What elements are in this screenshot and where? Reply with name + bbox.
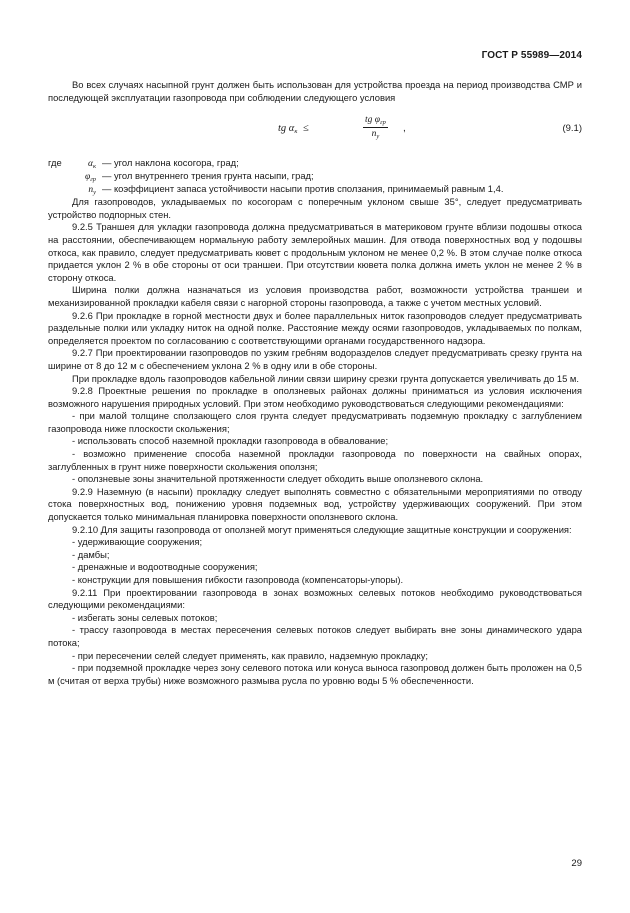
formula-den: n (371, 129, 377, 140)
list-item: - использовать способ наземной прокладки газопровода в обвалование; (72, 435, 389, 447)
formula-left-side (278, 123, 309, 136)
formula-fraction (363, 114, 388, 141)
clause-9-2-10: 9.2.10 Для защиты газопровода от оползней могут применяться следующие защитные конструкции и сооружения: (72, 523, 572, 535)
formula-relation: ≤ (302, 123, 309, 135)
body-paragraph: Для газопроводов, укладываемых по косогорам с поперечным уклоном свыше 35°, следует предусматривать устройство подпорных стен. (48, 196, 582, 220)
where-symbol (68, 184, 102, 197)
where-row (48, 183, 582, 196)
intro-paragraph: Во всех случаях насыпной грунт должен быть использован для устройства проезда на период производства СМР и последующей эксплуатации газопровода при соблюдении следующего условия (48, 79, 582, 103)
formula-den-sub: у (376, 133, 380, 141)
clause-9-2-7: 9.2.7 При проектировании газопроводов по узким гребням водоразделов следует предусматривать срезку грунта на ширине от 8 до 12 м с обеспечением уклона 2 % в одну или в обе стороны. (48, 347, 582, 371)
list-item: - конструкции для повышения гибкости газопровода (компенсаторы-упоры). (72, 574, 404, 585)
list-item: - трассу газопровода в местах пересечения селевых потоков следует выбирать вне зоны динамического удара потока; (48, 624, 582, 648)
list-item: - оползневые зоны значительной протяженности следует обходить выше оползневого склона. (72, 473, 484, 485)
where-row (48, 170, 582, 183)
where-symbol-sub: к (92, 163, 96, 171)
page-content (48, 79, 582, 687)
formula-numerator (363, 114, 388, 128)
list-item: - дамбы; (72, 548, 110, 560)
where-symbol (68, 171, 102, 184)
where-description: — угол внутреннего трения грунта насыпи, град; (102, 170, 314, 182)
list-item: - при подземной прокладке через зону селевого потока или конуса выноса газопровод должен быть проложен на 0,5 м (считая от верха трубы) ниже возможного размыва русла по уровню воды 5 % обеспеченности. (48, 662, 582, 686)
where-symbol-main: φ (84, 172, 91, 183)
formula-comma: , (403, 123, 406, 135)
clause-9-2-11: 9.2.11 При проектировании газопровода в зонах возможных селевых потоков необходимо руководствоваться следующими рекомендациями: (48, 586, 582, 611)
formula-number: (9.1) (562, 123, 582, 135)
formula-num-sub: гр (380, 119, 386, 127)
where-lead: где (48, 157, 62, 169)
where-description: — коэффициент запаса устойчивости насыпи против сползания, принимаемый равным 1,4. (102, 183, 504, 195)
list-item: - дренажные и водоотводные сооружения; (72, 561, 258, 573)
standard-header: ГОСТ Р 55989—2014 (481, 50, 582, 61)
clause-9-2-8: 9.2.8 Проектные решения по прокладке в оползневых районах должны приниматься из условия исключения возможного нарушения природных условий. При этом необходимо руководствоваться следующими рекомендациями: (48, 385, 582, 409)
clause-9-2-6: 9.2.6 При прокладке в горной местности двух и более параллельных ниток газопроводов следует предусматривать раздельные полки или укладку ниток на одной полке. Расстояние между осями газопроводов, укладываемых по полкам, определяется проектом по согласованию с соответствующими органами государственного надзора. (48, 309, 582, 346)
formula-left-fn: tg α (278, 123, 295, 135)
formula-denominator (363, 128, 388, 141)
list-item: - при малой толщине сползающего слоя грунта следует предусматривать подземную прокладку с заглублением газопровода ниже плоскости скольжения; (48, 410, 582, 434)
list-item: - удерживающие сооружения; (72, 536, 203, 548)
list-item: - при пересечении селей следует применять, как правило, надземную прокладку; (72, 649, 429, 661)
where-symbol-main: n (88, 185, 94, 196)
list-item: - избегать зоны селевых потоков; (72, 611, 218, 623)
where-symbol-sub: гр (90, 176, 96, 184)
clause-9-2-9: 9.2.9 Наземную (в насыпи) прокладку следует выполнять совместно с обязательными мероприятиями по отводу стока поверхностных вод, понижению уровня подземных вод, устройству удерживающих сооружений. При этом допускается только минимальная планировка поверхности оползневого склона. (48, 485, 582, 523)
formula-9-1 (48, 114, 582, 150)
body-paragraph: Ширина полки должна назначаться из условия производства работ, возможности устройства траншеи и механизированной прокладки кабеля связи с нагорной стороны газопровода, а также с учетом местных условий. (48, 284, 582, 308)
list-item: - возможно применение способа наземной прокладки газопровода по поверхности на свайных опорах, заглубленных в грунт ниже поверхности скольжения оползня; (48, 448, 582, 472)
clause-9-2-5: 9.2.5 Траншея для укладки газопровода должна предусматриваться в материковом грунте вблизи подошвы откоса на расстоянии, обеспечивающем нормальную работу землеройных машин. Для отвода поверхностных вод у подошвы откоса, как правило, следует предусматривать кювет с продольным уклоном не менее 0,2 %. В этом случае полке откоса придается уклон 2 % в обе стороны от оси траншеи. При отсутствии кювета полка должна иметь уклон не менее 2 % в сторону откоса. (48, 221, 582, 283)
body-paragraph: При прокладке вдоль газопроводов кабельной линии связи ширину срезки грунта допускается увеличивать до 15 м. (72, 372, 579, 384)
formula-left-sub: к (294, 128, 298, 136)
page-number: 29 (571, 858, 582, 869)
where-symbol (68, 158, 102, 171)
where-block (48, 157, 582, 196)
where-description: — угол наклона косогора, град; (102, 157, 239, 169)
where-symbol-sub: у (93, 189, 96, 197)
formula-num-fn: tg φ (365, 115, 381, 126)
where-symbol-main: α (87, 159, 93, 170)
where-row (48, 157, 582, 170)
